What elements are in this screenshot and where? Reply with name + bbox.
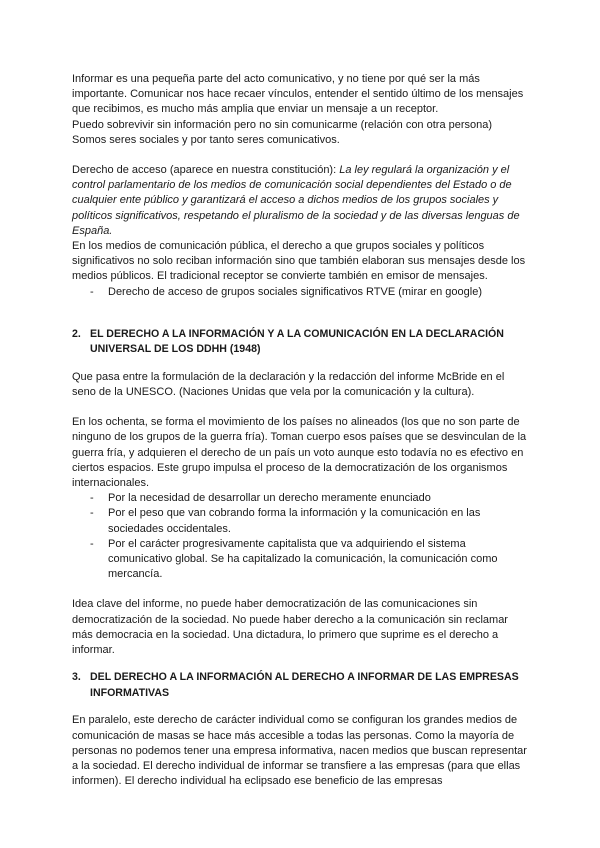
- access-lead: Derecho de acceso (aparece en nuestra constitución):: [72, 164, 340, 177]
- list-item: - Por el peso que van cobrando forma la información y la comunicación en las sociedades occidentales.: [72, 506, 528, 536]
- body-paragraph: En los ochenta, se forma el movimiento de los países no alineados (los que no son parte de ninguno de los grupos de la guerra fría). Toman cuerpo esos países que se desvinculan de la guerra fría, y adquieren el derecho de un país un voto aunque esto todavía no es efectivo en ciertos espacios. Este grupo impulsa el proceso de la democratización de los organismos internacionales.: [72, 416, 527, 490]
- body-paragraph: Que pasa entre la formulación de la declaración y la redacción del informe McBride en el seno de la UNESCO. (Naciones Unidas que vela por la comunicación y la cultura).: [72, 370, 505, 399]
- document-body: [72, 72, 528, 789]
- section-heading: [72, 670, 528, 701]
- list-item: - Por la necesidad de desarrollar un derecho meramente enunciado: [72, 491, 528, 506]
- section-number: 3.: [72, 671, 81, 684]
- access-paragraph: [72, 163, 528, 239]
- intro-paragraph: Puedo sobrevivir sin información pero no sin comunicarme (relación con otra persona): [72, 118, 493, 131]
- intro-paragraph: Informar es una pequeña parte del acto comunicativo, y no tiene por qué ser la más importante. Comunicar nos hace recaer vínculos, entender el sentido último de los mensajes que recibimos, es mucho más amplia que enviar un mensaje a un receptor.: [72, 73, 524, 116]
- body-paragraph: Idea clave del informe, no puede haber democratización de las comunicaciones sin democratización de la sociedad. No puede haber derecho a la comunicación sin reclamar más democracia en la sociedad. Una dictadura, lo primero que suprime es el derecho a informar.: [72, 598, 508, 657]
- section-title: DEL DERECHO A LA INFORMACIÓN AL DERECHO A INFORMAR DE LAS EMPRESAS INFORMATIVAS: [90, 671, 519, 699]
- section-title: EL DERECHO A LA INFORMACIÓN Y A LA COMUNICACIÓN EN LA DECLARACIÓN UNIVERSAL DE LOS DDHH (1948): [90, 327, 504, 356]
- body-paragraph: En paralelo, este derecho de carácter individual como se configuran los grandes medios de comunicación de masas se hace más accesible a todas las personas. Como la mayoría de personas no podemos tener una empresa informativa, nacen medios que buscan representar a la sociedad. El derecho individual de informar se transfiere a las empresas (para que ellas informen). El derecho individual ha eclipsado ese beneficio de las empresas: [72, 714, 527, 788]
- intro-paragraph: Somos seres sociales y por tanto seres comunicativos.: [72, 133, 340, 146]
- constitution-quote: La ley regulará la organización y el control parlamentario de los medios de comunicación social dependientes del Estado o de cualquier ente público y garantizará el acceso a dichos medios de los grupos sociales y políticos significativos, respetando el pluralismo de la sociedad y de las diversas lenguas de España.: [72, 164, 520, 237]
- access-paragraph: En los medios de comunicación pública, el derecho a que grupos sociales y políticos significativos no solo reciban información sino que también elaboran sus mensajes desde los medios públicos. El tradicional receptor se convierte también en emisor de mensajes.: [72, 240, 526, 283]
- section-number: 2.: [72, 327, 81, 340]
- access-bullet-list: [72, 285, 528, 300]
- list-item: - Por el carácter progresivamente capitalista que va adquiriendo el sistema comunicativo global. Se ha capitalizado la comunicación, la comunicación como mercancía.: [72, 537, 528, 583]
- section-heading: [72, 327, 528, 358]
- list-item: - Derecho de acceso de grupos sociales significativos RTVE (mirar en google): [72, 285, 528, 300]
- reasons-bullet-list: [72, 491, 528, 582]
